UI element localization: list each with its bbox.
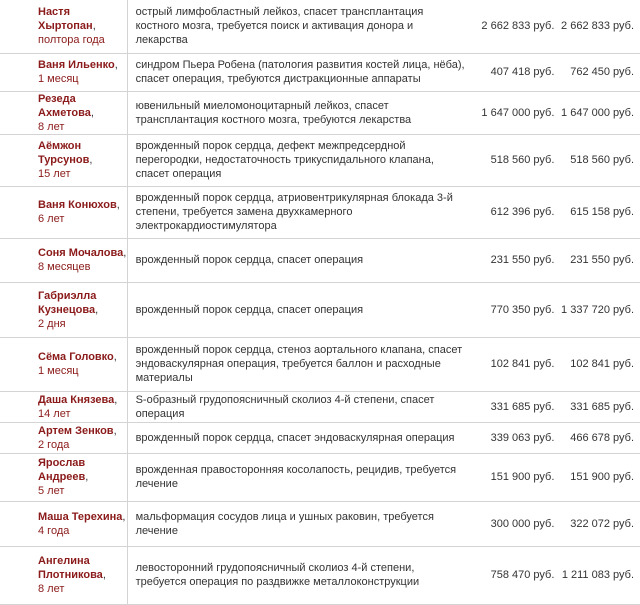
needed-amount: 102 841 руб. [473, 337, 561, 391]
child-name-link[interactable]: Маша Терехина [38, 510, 123, 523]
diagnosis-cell: врожденная правосторонняя косолапость, рецидив, требуется лечение [127, 453, 473, 501]
table-row [0, 0, 640, 53]
child-age: 2 дня [38, 317, 66, 330]
child-cell [0, 546, 127, 604]
child-cell [0, 0, 127, 53]
child-name-link[interactable]: Сёма Головко [38, 351, 114, 363]
child-cell [0, 501, 127, 546]
child-name-link[interactable]: Настя Хыртопан [38, 6, 93, 33]
table-row [0, 186, 640, 238]
child-age: 2 года [38, 438, 70, 451]
child-age: 5 лет [38, 485, 65, 497]
table-row [0, 546, 640, 604]
diagnosis-cell: врожденный порок сердца, стеноз аортального клапана, спасет эндоваскулярная операция, требуется баллон и расходные материалы [127, 337, 473, 391]
child-name-link[interactable]: Ваня Конюхов [38, 199, 117, 211]
diagnosis-cell: врожденный порок сердца, спасет операция [127, 238, 473, 282]
child-cell [0, 238, 127, 282]
comma-separator: , [122, 510, 126, 523]
total-amount: 1 337 720 руб. [560, 282, 640, 337]
child-cell [0, 337, 127, 391]
needed-amount: 758 470 руб. [473, 546, 561, 604]
comma-separator: , [114, 393, 118, 406]
child-age: 4 года [38, 524, 70, 537]
child-name-link[interactable]: Ярослав Андреев [38, 457, 86, 483]
needed-amount: 151 900 руб. [473, 453, 561, 501]
table-row [0, 53, 640, 91]
total-amount: 331 685 руб. [560, 391, 640, 422]
needed-amount: 331 685 руб. [473, 391, 561, 422]
table-row [0, 422, 640, 453]
diagnosis-cell: S-образный грудопоясничный сколиоз 4-й степени, спасет операция [127, 391, 473, 422]
needed-amount: 1 647 000 руб. [473, 91, 561, 134]
total-amount: 1 647 000 руб. [560, 91, 640, 134]
comma-separator: , [113, 351, 117, 363]
child-age: 15 лет [38, 168, 71, 180]
comma-separator: , [114, 59, 118, 71]
diagnosis-cell: врожденный порок сердца, спасет эндоваскулярная операция [127, 422, 473, 453]
child-cell [0, 453, 127, 501]
child-name-link[interactable]: Аёмжон Турсунов [38, 140, 90, 166]
child-age: 8 лет [38, 583, 65, 595]
child-cell [0, 186, 127, 238]
table-row [0, 91, 640, 134]
table-row [0, 391, 640, 422]
total-amount: 466 678 руб. [560, 422, 640, 453]
child-age: 14 лет [38, 407, 71, 420]
child-name-link[interactable]: Габриэлла Кузнецова [38, 289, 97, 316]
comma-separator: , [89, 154, 93, 166]
child-name-link[interactable]: Артем Зенков [38, 424, 114, 437]
child-age: 8 месяцев [38, 261, 91, 273]
child-age: полтора года [38, 34, 105, 47]
comma-separator: , [85, 471, 89, 483]
diagnosis-cell: левосторонний грудопоясничный сколиоз 4-й степени, требуется операция по раздвижке металлоконструкции [127, 546, 473, 604]
comma-separator: , [95, 303, 99, 316]
table-row [0, 238, 640, 282]
table-row [0, 501, 640, 546]
diagnosis-cell: синдром Пьера Робена (патология развития костей лица, нёба), спасет операция, требуются дистракционные аппараты [127, 53, 473, 91]
total-amount: 231 550 руб. [560, 238, 640, 282]
needed-amount: 612 396 руб. [473, 186, 561, 238]
needed-amount: 2 662 833 руб. [473, 0, 561, 53]
needed-amount: 339 063 руб. [473, 422, 561, 453]
total-amount: 2 662 833 руб. [560, 0, 640, 53]
needed-amount: 770 350 руб. [473, 282, 561, 337]
comma-separator: , [92, 20, 96, 33]
table-row [0, 453, 640, 501]
table-row [0, 337, 640, 391]
total-amount: 102 841 руб. [560, 337, 640, 391]
diagnosis-cell: врожденный порок сердца, дефект межпредсердной перегородки, недостаточность трикуспидального клапана, спасет операция [127, 134, 473, 186]
diagnosis-cell: мальформация сосудов лица и ушных раковин, требуется лечение [127, 501, 473, 546]
child-name-link[interactable]: Ваня Ильенко [38, 59, 115, 71]
child-age: 1 месяц [38, 365, 79, 377]
total-amount: 1 211 083 руб. [560, 546, 640, 604]
comma-separator: , [102, 569, 106, 581]
needed-amount: 518 560 руб. [473, 134, 561, 186]
needed-amount: 300 000 руб. [473, 501, 561, 546]
diagnosis-cell: врожденный порок сердца, спасет операция [127, 282, 473, 337]
comma-separator: , [90, 106, 94, 119]
total-amount: 615 158 руб. [560, 186, 640, 238]
child-name-link[interactable]: Ангелина Плотникова [38, 555, 103, 581]
child-cell [0, 282, 127, 337]
child-name-link[interactable]: Резеда Ахметова [38, 92, 91, 119]
child-age: 1 месяц [38, 73, 79, 85]
total-amount: 762 450 руб. [560, 53, 640, 91]
total-amount: 518 560 руб. [560, 134, 640, 186]
comma-separator: , [116, 199, 120, 211]
total-amount: 322 072 руб. [560, 501, 640, 546]
child-cell [0, 422, 127, 453]
child-name-link[interactable]: Даша Князева [38, 393, 115, 406]
diagnosis-cell: ювенильный миеломоноцитарный лейкоз, спасет трансплантация костного мозга, требуются лекарства [127, 91, 473, 134]
child-age: 8 лет [38, 120, 65, 133]
comma-separator: , [113, 424, 117, 437]
needed-amount: 231 550 руб. [473, 238, 561, 282]
diagnosis-cell: острый лимфобластный лейкоз, спасет трансплантация костного мозга, требуется поиск и активация донора и лекарства [127, 0, 473, 53]
child-name-link[interactable]: Соня Мочалова [38, 247, 124, 259]
child-cell [0, 391, 127, 422]
child-cell [0, 91, 127, 134]
child-cell [0, 134, 127, 186]
comma-separator: , [123, 247, 127, 259]
child-age: 6 лет [38, 213, 65, 225]
total-amount: 151 900 руб. [560, 453, 640, 501]
diagnosis-cell: врожденный порок сердца, атриовентрикулярная блокада 3-й степени, требуется замена двухкамерного электрокардиостимулятора [127, 186, 473, 238]
table-row [0, 134, 640, 186]
needed-amount: 407 418 руб. [473, 53, 561, 91]
table-row [0, 282, 640, 337]
child-cell [0, 53, 127, 91]
